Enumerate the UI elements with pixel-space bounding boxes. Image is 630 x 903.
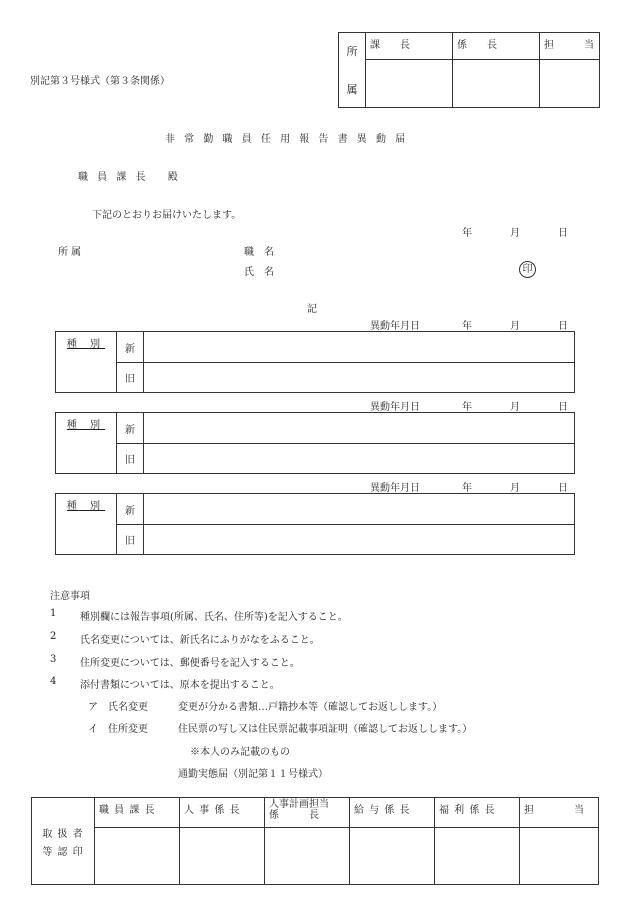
handler-side-cell [32,798,95,885]
note-text-3: 住所変更については、郵便番号を記入すること。 [80,658,300,669]
kind-cell-1 [56,332,117,393]
top-col-kakaricho [453,33,540,60]
addressee: 職 員 課 長 殿 [78,172,181,183]
sub-text-b: 住民票の写し又は住民票記載事項証明（確認してお返しします。） [178,724,473,735]
intro-text: 下記のとおりお届けいたします。 [92,210,242,221]
ki-label: 記 [307,304,317,315]
bottom-col-jinji-kakaricho-label: 人 事 係 長 [184,805,241,816]
change-month-3: 月 [510,483,520,494]
bottom-stamp-jinji-kakaricho[interactable] [180,828,265,885]
submit-year-label: 年 [462,228,472,239]
change-block-3 [55,493,575,555]
bottom-stamp-tanto[interactable] [520,828,599,885]
bottom-col-jinji-keikaku-line1: 人事計画担当 [269,799,329,810]
change-year-3: 年 [462,483,472,494]
note-num-4: 4 [50,676,57,687]
top-col-kacho [366,33,453,60]
old-label-1: 旧 [117,363,144,393]
change-month-2: 月 [510,402,520,413]
sub-label-a: 氏名変更 [108,702,148,713]
new-field-2[interactable] [144,413,575,444]
bottom-col-kyuyo-kakaricho-label: 給 与 係 長 [354,805,411,816]
change-date-label-2: 異動年月日 [370,402,420,413]
bottom-stamp-shokuin-kacho[interactable] [95,828,180,885]
new-label-3: 新 [117,494,144,525]
sub-mark-b: イ [88,724,98,735]
sub-mark-a: ア [88,702,98,713]
note-num-2: 2 [50,631,57,642]
name-label: 氏 名 [244,267,274,278]
new-label-1: 新 [117,332,144,363]
submit-month-label: 月 [510,228,520,239]
change-day-3: 日 [558,483,568,494]
old-field-1[interactable] [144,363,575,393]
dept-side-label-2: 属 [346,83,358,96]
form-title: 非 常 勤 職 員 任 用 報 告 書 異 動 届 [165,134,409,145]
note-num-3: 3 [50,654,57,665]
change-block-1 [55,331,575,393]
bottom-col-shokuin-kacho [95,798,180,828]
form-number: 別記第３号様式（第３条関係） [30,76,170,87]
change-block-2 [55,412,575,474]
bottom-col-jinji-kakaricho [180,798,265,828]
bottom-col-jinji-keikaku-line2: 係 長 [269,810,319,821]
kind-cell-3 [56,494,117,555]
top-col-tanto-label: 担 当 [544,40,594,51]
bottom-col-fukuri-kakaricho-label: 福 利 係 長 [439,805,496,816]
dept-side-label-1: 所 [346,45,358,58]
old-field-3[interactable] [144,525,575,555]
top-col-kakaricho-label: 係 長 [457,40,497,51]
top-stamp-kakaricho[interactable] [453,60,540,108]
bottom-col-jinji-keikaku [265,798,350,828]
kind-cell-2 [56,413,117,474]
note-text-2: 氏名変更については、新氏名にふりがなをふること。 [80,635,320,646]
dept-label: 所 属 [58,247,82,258]
change-date-label-3: 異動年月日 [370,483,420,494]
handler-side-label-2: 等 認 印 [42,846,84,858]
top-stamp-kacho[interactable] [366,60,453,108]
bottom-col-kyuyo-kakaricho [350,798,435,828]
old-label-3: 旧 [117,525,144,555]
new-label-2: 新 [117,413,144,444]
change-date-label-1: 異動年月日 [370,321,420,332]
handler-side-label-1: 取 扱 者 [42,828,84,840]
top-stamp-tanto[interactable] [540,60,600,108]
bottom-col-shokuin-kacho-label: 職 員 課 長 [99,805,156,816]
bottom-col-tanto-label: 担 当 [524,805,584,816]
submit-day-label: 日 [558,228,568,239]
top-col-tanto [540,33,600,60]
dept-side-label [339,33,366,108]
note-num-1: 1 [50,608,57,619]
note-extra-1: ※本人のみ記載のもの [190,747,290,758]
sub-text-a: 変更が分かる書類…戸籍抄本等（確認してお返しします。） [178,702,443,713]
old-label-2: 旧 [117,444,144,474]
bottom-stamp-fukuri-kakaricho[interactable] [435,828,520,885]
bottom-stamp-kyuyo-kakaricho[interactable] [350,828,435,885]
note-extra-2: 通勤実態届（別記第１１号様式） [178,769,328,780]
bottom-approval-table [31,797,599,885]
change-day-2: 日 [558,402,568,413]
change-year-1: 年 [462,321,472,332]
note-text-4: 添付書類については、原本を提出すること。 [80,680,280,691]
change-day-1: 日 [558,321,568,332]
sub-label-b: 住所変更 [108,724,148,735]
kind-label-1: 種 別 [66,339,106,350]
kind-label-2: 種 別 [66,420,106,431]
new-field-1[interactable] [144,332,575,363]
top-approval-table [338,32,600,108]
kind-label-3: 種 別 [66,501,106,512]
top-col-kacho-label: 課 長 [370,40,410,51]
new-field-3[interactable] [144,494,575,525]
seal-mark: 印 [519,261,536,278]
post-label: 職 名 [244,247,274,258]
bottom-col-fukuri-kakaricho [435,798,520,828]
change-year-2: 年 [462,402,472,413]
old-field-2[interactable] [144,444,575,474]
note-text-1: 種別欄には報告事項(所属、氏名、住所等)を記入すること。 [80,612,348,623]
bottom-stamp-jinji-keikaku[interactable] [265,828,350,885]
bottom-col-tanto [520,798,599,828]
notes-heading: 注意事項 [50,591,90,602]
change-month-1: 月 [510,321,520,332]
